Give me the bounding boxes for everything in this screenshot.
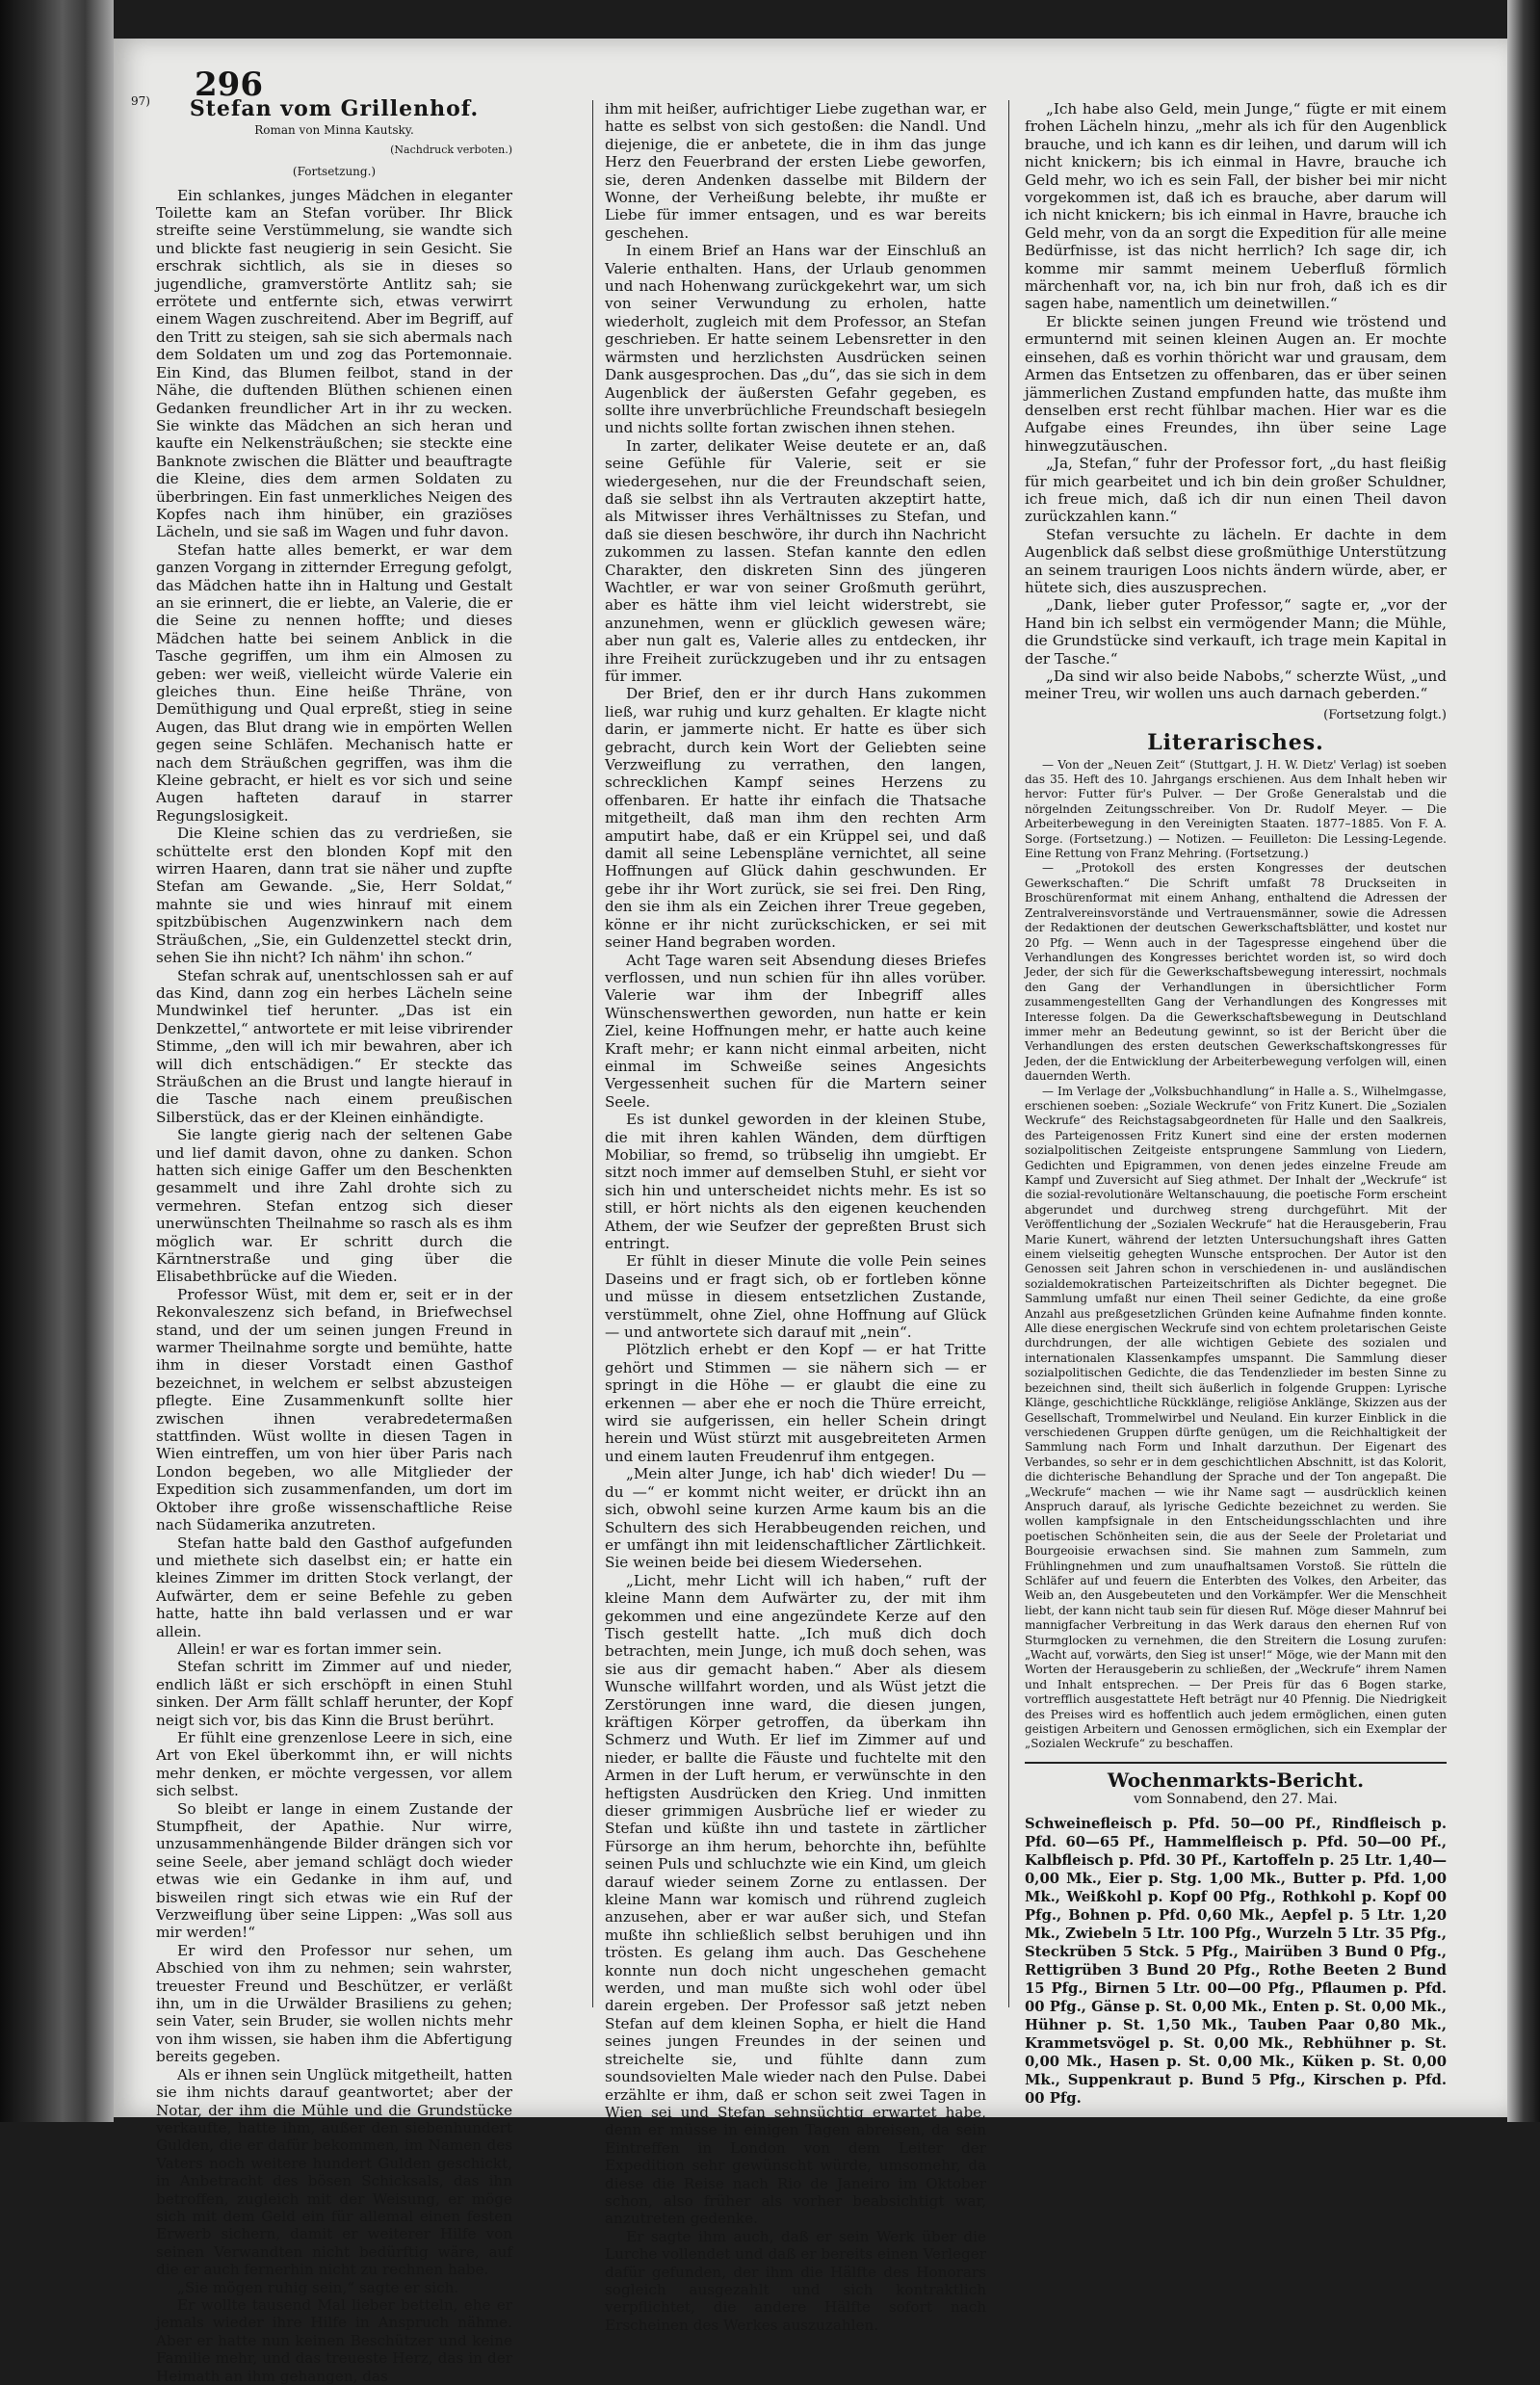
- market-price-list: Schweinefleisch p. Pfd. 50—00 Pf., Rindfleisch p. Pfd. 60—65 Pf., Hammelfleisch p. Pfd. 50—00 Pf., Kalbfleisch p. Pfd. 30 Pf., Kartoffeln p. 25 Ltr. 1,40—0,00 Mk., Eier p. Stg. 1,00 Mk., Butter p. Pfd. 1,00 Mk., Weißkohl p. Kopf 00 Pfg., Rothkohl p. Kopf 00 Pfg., Bohnen p. Pfd. 0,60 Mk., Aepfel p. 5 Ltr. 1,20 Mk., Zwiebeln 5 Ltr. 100 Pfg., Wurzeln 5 Ltr. 35 Pfg., Steckrüben 5 Stck. 5 Pfg., Mairüben 3 Bund 0 Pfg., Rettigrüben 3 Bund 20 Pfg., Rothe Beeten 2 Bund 15 Pfg., Birnen 5 Ltr. 00—00 Pfg., Pflaumen p. Pfd. 00 Pfg., Gänse p. St. 0,00 Mk., Enten p. St. 0,00 Mk., Hühner p. St. 1,50 Mk., Tauben Paar 0,80 Mk., Krammetsvögel p. St. 0,00 Mk., Rebhühner p. St. 0,00 Mk., Hasen p. St. 0,00 Mk., Küken p. St. 0,00 Mk., Suppenkraut p. Bund 5 Pfg., Kirschen p. Pfd. 00 Pfg.: [1025, 1815, 1447, 2107]
- column-rule: [592, 100, 593, 2007]
- literary-section: [1025, 758, 1447, 1752]
- paragraph: „Licht, mehr Licht will ich haben,“ ruft der kleine Mann dem Aufwärter zu, der mit ihm gekommen und eine angezündete Kerze auf den Tisch gestellt hatte. „Ich muß dich doch betrachten, mein Junge, ich muß doch sehen, was sie aus dir gemacht haben.“ Aber als diesem Wunsche willfahrt worden, und als Wüst jetzt die Zerstörungen inne ward, die diesen jungen, kräftigen Körper getroffen, da überkam ihn Schmerz und Wuth. Er lief im Zimmer auf und nieder, er ballte die Fäuste und fuchtelte mit den Armen in der Luft herum, er verwünschte in den heftigsten Ausdrücken den Krieg. Und inmitten dieser grimmigen Ausbrüche lief er wieder zu Stefan und küßte ihn und tastete in zärtlicher Fürsorge an ihm herum, behorchte ihn, befühlte seinen Puls und schluchzte wie ein Kind, um gleich darauf wieder seinem Zorne zu entlassen. Der kleine Mann war komisch und rührend zugleich anzusehen, aber er war außer sich, und Stefan mußte ihn schließlich selbst beruhigen und ihn trösten. Es gelang ihm auch. Das Geschehene konnte nun doch nicht ungeschehen gemacht werden, und man mußte sich wohl oder übel darein ergeben. Der Professor saß jetzt neben Stefan auf dem kleinen Sopha, er hielt die Hand seines jungen Freundes in der seinen und streichelte sie, und fühlte dann zum soundsovielten Male wieder nach den Pulse. Dabei erzählte er ihm, daß er schon seit zwei Tagen in Wien sei und Stefan sehnsüchtig erwartet habe, denn er müsse in einigen Tagen abreisen, da sein Eintreffen in London von dem Leiter der Expedition sehr gewünscht würde, umsomehr, da diese die Reise nach Rio de Janeiro im Oktober schon, also früher als vorher beabsichtigt war, anzutreten gedenke.: [605, 1571, 986, 2228]
- paragraph: Der Brief, den er ihr durch Hans zukommen ließ, war ruhig und kurz gehalten. Er klagte nicht darin, er jammerte nicht. Er hatte es über sich gebracht, durch kein Wort der Geliebten seine Verzweiflung zu verrathen, den langen, schrecklichen Kampf seines Herzens zu offenbaren. Er hatte ihr einfach die Thatsache mitgetheilt, daß man ihm den rechten Arm amputirt habe, daß er ein Krüppel sei, und daß damit all seine Lebenspläne vernichtet, all seine Hoffnungen auf Glück dahin geschwunden. Er gebe ihr ihr Wort zurück, sie sei frei. Den Ring, den sie ihm als ein Zeichen ihrer Treue gegeben, könne er ihr nicht zurückschicken, er sei mit seiner Hand begraben worden.: [605, 685, 986, 952]
- paragraph: „Mein alter Junge, ich hab' dich wieder! Du — du —“ er kommt nicht weiter, er drückt ihn an sich, obwohl seine kurzen Arme kaum bis an die Schultern des sich Herabbeugenden reichen, und er umfängt ihn mit leidenschaftlicher Zärtlichkeit. Sie weinen beide bei diesem Wiedersehen.: [605, 1465, 986, 1572]
- paragraph: Stefan schrak auf, unentschlossen sah er auf das Kind, dann zog ein herbes Lächeln seine Mundwinkel tief herunter. „Das ist ein Denkzettel,“ antwortete er mit leise vibrirender Stimme, „den will ich mir bewahren, aber ich will dich entschädigen.“ Er steckte das Sträußchen an die Brust und langte hierauf in die Tasche nach einem preußischen Silberstück, das er der Kleinen einhändigte.: [156, 966, 512, 1126]
- paragraph: Acht Tage waren seit Absendung dieses Briefes verflossen, und nun schien für ihn alles vorüber. Valerie war ihm der Inbegriff alles Wünschenswerthen geworden, nun hatte er kein Ziel, keine Hoffnungen mehr, er hatte auch keine Kraft mehr; er kann nicht einmal arbeiten, nicht einmal im Schweiße seines Angesichts Vergessenheit suchen für die Martern seiner Seele.: [605, 951, 986, 1111]
- paragraph: In zarter, delikater Weise deutete er an, daß seine Gefühle für Valerie, seit er sie wiedergesehen, nur die der Freundschaft seien, daß sie selbst ihn als Vertrauten akzeptirt hatte, als Mitwisser ihres Verhältnisses zu Stefan, und daß sie diesen beschwöre, ihr durch ihn Nachricht zukommen zu lassen. Stefan kannte den edlen Charakter, den diskreten Sinn des jüngeren Wachtler, er war von seiner Großmuth gerührt, aber es hätte ihm viel leicht widerstrebt, sie anzunehmen, wenn er glücklich gewesen wäre; aber nun galt es, Valerie alles zu entdecken, ihr ihre Freiheit zurückzugeben und ihr zu entsagen für immer.: [605, 436, 986, 685]
- column-2: [605, 100, 986, 2334]
- paragraph: ihm mit heißer, aufrichtiger Liebe zugethan war, er hatte es selbst von sich gestoßen: die Nandl. Und diejenige, die er anbetete, die in ihm das junge Herz den Feuerbrand der ersten Liebe geworfen, sie, deren Andenken dasselbe mit Bildern der Wonne, der Verheißung belebte, ihr mußte er Liebe für immer entsagen, und es war bereits geschehen.: [605, 100, 986, 242]
- market-report-title: Wochenmarkts-Bericht.: [1107, 1768, 1365, 1792]
- paragraph: Sie langte gierig nach der seltenen Gabe und lief damit davon, ohne zu danken. Schon hatten sich einige Gaffer um den Beschenkten gesammelt und ihre Zahl drohte sich zu vermehren. Stefan entzog sich dieser unerwünschten Theilnahme so rasch als es ihm möglich war. Er schritt durch die Kärntnerstraße und ging über die Elisabethbrücke auf die Wieden.: [156, 1126, 512, 1286]
- paragraph: Er fühlt in dieser Minute die volle Pein seines Daseins und er fragt sich, ob er fortleben könne und müsse in diesem entsetzlichen Zustande, verstümmelt, ohne Ziel, ohne Hoffnung auf Glück — und antwortete sich darauf mit „nein“.: [605, 1252, 986, 1342]
- rights-note: (Nachdruck verboten.): [390, 143, 512, 156]
- literary-notice: — Von der „Neuen Zeit“ (Stuttgart, J. H. W. Dietz' Verlag) ist soeben das 35. Heft des 10. Jahrgangs erschienen. Aus dem Inhalt heben wir hervor: Futter für's Pulver. — Der Große Generalstab und die nörgelnden Zeitungsschreiber. Von Dr. Rudolf Meyer. — Die Arbeiterbewegung in den Vereinigten Staaten. 1877–1885. Von F. A. Sorge. (Fortsetzung.) — Notizen. — Feuilleton: Die Lessing-Legende. Eine Rettung von Franz Mehring. (Fortsetzung.): [1025, 757, 1447, 861]
- column-rule: [1008, 100, 1009, 2007]
- novel-title: Stefan vom Grillenhof.: [189, 96, 480, 121]
- section-divider: [1025, 1762, 1447, 1764]
- book-binding-left: [0, 0, 114, 2122]
- literary-notice: — „Protokoll des ersten Kongresses der deutschen Gewerkschaften.“ Die Schrift umfaßt 78 Druckseiten in Broschürenformat mit einem Anhang, enthaltend die Adressen der Zentralvereinsvorstände und Vertrauensmänner, sowie die Adressen der Redaktionen der deutschen Gewerkschaftsblätter, und kostet nur 20 Pfg. — Wenn auch in der Tagespresse eingehend über die Verhandlungen des Kongresses berichtet worden ist, so wird doch Jeder, der sich für die Gewerkschaftsbewegung interessirt, nochmals den Gang der Verhandlungen in übersichtlicher Form zusammengestellten Gang der Verhandlungen des Kongresses mit Interesse folgen. Da die Gewerkschaftsbewegung in Deutschland immer mehr an Bedeutung gewinnt, so ist der Bericht über die Verhandlungen des ersten deutschen Gewerkschaftskongresses für Jeden, der die Entwicklung der Arbeiterbewegung verfolgen will, einen dauernden Werth.: [1025, 861, 1447, 1084]
- paragraph: Er sagte ihm auch, daß er sein Werk über die Lurche vollendet und daß er bereits einen Verleger dafür gefunden, der ihm die Hälfte des Honorars sogleich ausgezahlt und sich kontraktlich verpflichtet, die andere Hälfte sofort nach Erscheinen des Werkes auszuzahlen.: [605, 2227, 986, 2334]
- paragraph: „Ja, Stefan,“ fuhr der Professor fort, „du hast fleißig für mich gearbeitet und ich bin dein großer Schuldner, ich freue mich, daß ich dir nun einen Theil davon zurückzahlen kann.“: [1025, 455, 1447, 526]
- paragraph: Stefan schritt im Zimmer auf und nieder, endlich läßt er sich erschöpft in einen Stuhl sinken. Der Arm fällt schlaff herunter, der Kopf neigt sich vor, bis das Kinn die Brust berührt.: [156, 1658, 512, 1729]
- paragraph: Stefan versuchte zu lächeln. Er dachte in dem Augenblick daß selbst diese großmüthige Unterstützung an seinem traurigen Loos nichts ändern würde, aber, er hütete sich, dies auszusprechen.: [1025, 525, 1447, 596]
- column-1: [156, 96, 512, 2385]
- paragraph: „Dank, lieber guter Professor,“ sagte er, „vor der Hand bin ich selbst ein vermögender Mann; die Mühle, die Grundstücke sind verkauft, ich trage mein Kapital in der Tasche.“: [1025, 596, 1447, 668]
- novel-byline: Roman von Minna Kautsky.: [254, 123, 414, 138]
- paragraph: Stefan hatte alles bemerkt, er war dem ganzen Vorgang in zitternder Erregung gefolgt, das Mädchen hatte ihn in Haltung und Gestalt an sie erinnert, die er liebte, an Valerie, die er die Seine zu nennen hoffte; und dieses Mädchen hatte bei seinem Anblick in die Tasche gegriffen, um ihm ein Almosen zu geben: wer weiß, vielleicht würde Valerie ein gleiches thun. Eine heiße Thräne, von Demüthigung und Qual erpreßt, stieg in seine Augen, das Blut drang wie in empörten Wellen gegen seine Schläfen. Mechanisch hatte er nach dem Sträußchen gegriffen, was ihm die Kleine gebracht, er hielt es vor sich und seine Augen hafteten darauf in starrer Regungslosigkeit.: [156, 540, 512, 825]
- paragraph: Als er ihnen sein Unglück mitgetheilt, hatten sie ihm nichts darauf geantwortet; aber der Notar, der ihm die Mühle und die Grundstücke verkaufte, hatte ihm, außer den siebenhundert Gulden, die er dafür bekommen, im Namen des Vaters noch weitere hundert Gulden geschickt, in Anbetracht des bösen Schicksals, das ihn betroffen, zugleich mit der Weisung, er möge sich mit dem Geld ein für allemal einen festen Erwerb sichern, damit er weiterer Hilfe von seinen Verwandten nicht bedürftig wäre, auf die er auch fernerhin nicht zu rechnen habe.: [156, 2065, 512, 2279]
- paragraph: Plötzlich erhebt er den Kopf — er hat Tritte gehört und Stimmen — sie nähern sich — er springt in die Höhe — er glaubt die eine zu erkennen — aber ehe er noch die Thüre erreicht, wird sie aufgerissen, ein heller Schein dringt herein und Wüst stürzt mit ausgebreiteten Armen und einem lauten Freudenruf ihm entgegen.: [605, 1341, 986, 1465]
- side-number: 97): [131, 94, 150, 108]
- paragraph: So bleibt er lange in einem Zustande der Stumpfheit, der Apathie. Nur wirre, unzusammenhängende Bilder drängen sich vor seine Seele, aber jemand schlägt doch wieder etwas wie ein Gedanke in ihm auf, und bisweilen ringt sich etwas wie ein Ruf der Verzweiflung über seine Lippen: „Was soll aus mir werden!“: [156, 1799, 512, 1942]
- paragraph: Er wollte tausend Mal lieber betteln, ehe er jemals wieder ihre Hilfe in Anspruch nähme. Aber er hatte nun keinen Beschützer und keine Familie mehr, und das treueste Herz, das in der Heimath an ihm gehangen, das: [156, 2295, 512, 2385]
- literary-notice: — Im Verlage der „Volksbuchhandlung“ in Halle a. S., Wilhelmgasse, erschienen soeben: „Soziale Weckrufe“ von Fritz Kunert. Die „Sozialen Weckrufe“ des Reichstagsabgeordneten für Halle und den Saalkreis, des Parteigenossen Fritz Kunert sind eine der ersten modernen sozialpolitischen Zeitgeiste entsprungene Sammlung von Liedern, Gedichten und Epigrammen, von denen jedes einzelne Freude am Kampf und Zuversicht auf Sieg athmet. Der Inhalt der „Weckrufe“ ist die sozial-revolutionäre Weltanschauung, die poetische Form erscheint abgerundet und durchweg streng durchgeführt. Mit der Veröffentlichung der „Sozialen Weckrufe“ hat die Herausgeberin, Frau Marie Kunert, während der letzten Untersuchungshaft ihres Gatten einem vielseitig gehegten Wunsche entsprochen. Der Autor ist den Genossen seit Jahren schon in verschiedenen in- und ausländischen sozialdemokratischen Parteizeitschriften als Dichter begegnet. Die Sammlung umfaßt nur einen Theil seiner Gedichte, da eine große Anzahl aus preßgesetzlichen Gründen keine Aufnahme finden konnte. Alle diese energischen Weckrufe sind von echtem proletarischen Geiste durchdrungen, der alle wichtigen Gebiete des sozialen und internationalen Klassenkampfes umspannt. Die Sammlung dieser sozialpolitischen Gedichte, die das Tendenzlieder im besten Sinne zu bezeichnen sind, theilt sich äußerlich in folgende Gruppen: Lyrische Klänge, geschichtliche Rückklänge, religiöse Anklänge, Skizzen aus der Gesellschaft, Trommelwirbel und Neuland. Ein kurzer Einblick in die verschiedenen Gruppen dürfte genügen, um die Reichhaltigkeit der Sammlung nach Form und Inhalt darzuthun. Der Eigenart des Verbandes, so sehr er in dem geschichtlichen Abschnitt, ist das Kolorit, die dichterische Behandlung der Sprache und der Ton angepaßt. Die „Weckrufe“ machen — wie ihr Name sagt — ausdrücklich keinen Anspruch darauf, als lyrische Gedichte bezeichnet zu werden. Sie wollen kampfsignale in den Entscheidungsschlachten und ihre poetischen Schönheiten sein, die aus der Seele der Proletariat und Bourgeoisie erwachsen sind. Sie mahnen zum Sammeln, zum Frühlingnehmen und zum unaufhaltsamen Vorstoß. Sie rütteln die Schläfer auf und feuern die Enterbten des Volkes, den Arbeiter, das Weib an, den Ausgebeuteten und den Vorkämpfer. Wer die Menschheit liebt, der kann nicht taub sein für diesen Ruf. Möge dieser Mahnruf bei mannigfacher Verbreitung in das Werk daraus den ehernen Ruf von Sturmglocken zu vernehmen, die den Streitern die Losung zurufen: „Wacht auf, vorwärts, den Sieg ist unser!“ Möge, wie der Mann mit den Worten der Herausgeberin zu schließen, der „Weckrufe“ ihrem Namen und Inhalt entsprechen. — Der Preis für das 6 Bogen starke, vortrefflich ausgestattete Heft beträgt nur 40 Pfennig. Die Niedrigkeit des Preises wird es hoffentlich auch jedem ermöglichen, einen guten geistigen Arbeitern und Genossen ermöglichen, sich ein Exemplar der „Sozialen Weckrufe“ zu beschaffen.: [1025, 1084, 1447, 1751]
- paragraph: „Ich habe also Geld, mein Junge,“ fügte er mit einem frohen Lächeln hinzu, „mehr als ich für den Augenblick brauche, und ich kann es dir leihen, und darum will ich nicht knickern; bis ich einmal in Havre, brauche ich Geld mehr, wo ich es sein Fall, der bisher bei mir nicht vorgekommen ist, daß ich es brauche, aber darum will ich nicht knickern; bis ich einmal in Havre, brauche ich Geld mehr, von da an sorgt die Expedition für alle meine Bedürfnisse, ist das nicht herrlich? Ich sage dir, ich komme mir sammt meinem Ueberfluß förmlich märchenhaft vor, na, ich bin nur froh, daß ich es dir sagen habe, namentlich um deinetwillen.“: [1025, 100, 1447, 313]
- paragraph: Er fühlt eine grenzenlose Leere in sich, eine Art von Ekel überkommt ihn, er will nichts mehr denken, er möchte vergessen, vor allem sich selbst.: [156, 1728, 512, 1800]
- literary-section-title: Literarisches.: [1147, 730, 1324, 756]
- paragraph: Er wird den Professor nur sehen, um Abschied von ihm zu nehmen; sein wahrster, treuester Freund und Beschützer, er verläßt ihn, um in die Urwälder Brasiliens zu gehen; sein Vater, sein Bruder, sie wollen nichts mehr von ihm wissen, sie haben ihm die Abfertigung bereits gegeben.: [156, 1941, 512, 2066]
- newspaper-page: [114, 39, 1507, 2385]
- book-binding-right: [1507, 0, 1540, 2122]
- paragraph: Ein schlankes, junges Mädchen in eleganter Toilette kam an Stefan vorüber. Ihr Blick streifte seine Verstümmelung, sie wandte sich und blickte fast neugierig in sein Gesicht. Sie erschrak sichtlich, als sie in dieses so jugendliche, gramverstörte Antlitz sah; sie errötete und entfernte sich, etwas verwirrt einem Wagen zuschreitend. Aber im Begriff, auf den Tritt zu steigen, sah sie sich abermals nach dem Soldaten um und zog das Portemonnaie. Ein Kind, das Blumen feilbot, stand in der Nähe, die duftenden Blüthen schienen einen Gedanken freundlicher Art in ihr zu wecken. Sie winkte das Mädchen an sich heran und kaufte ein Nelkensträußchen; sie steckte eine Banknote zwischen die Blätter und beauftragte die Kleine, dies dem armen Soldaten zu überbringen. Ein fast unmerkliches Neigen des Kopfes nach ihm hinüber, ein graziöses Lächeln, und sie saß im Wagen und fuhr davon.: [156, 186, 512, 541]
- page-number: 296: [195, 66, 263, 104]
- market-report-date: vom Sonnabend, den 27. Mai.: [1134, 1792, 1338, 1808]
- paragraph: Professor Wüst, mit dem er, seit er in der Rekonvaleszenz sich befand, in Briefwechsel stand, und der um seinen jungen Freund in warmer Theilnahme sorgte und bemühte, hatte ihm in dieser Vorstadt einen Gasthof bezeichnet, in welchem er selbst abzusteigen pflegte. Eine Zusammenkunft sollte hier zwischen ihnen verabredetermaßen stattfinden. Wüst wollte in diesen Tagen in Wien eintreffen, um von hier über Paris nach London begeben, wo alle Mitglieder der Expedition sich zusammenfanden, um dort im Oktober ihre große wissenschaftliche Reise nach Südamerika anzutreten.: [156, 1285, 512, 1534]
- column-3: [1025, 100, 1447, 2108]
- paragraph: Stefan hatte bald den Gasthof aufgefunden und miethete sich daselbst ein; er hatte ein kleines Zimmer im dritten Stock verlangt, der Aufwärter, dem er seine Befehle zu geben hatte, hatte ihn bald verlassen und er war allein.: [156, 1533, 512, 1640]
- paragraph: Die Kleine schien das zu verdrießen, sie schüttelte erst den blonden Kopf mit den wirren Haaren, dann trat sie näher und zupfte Stefan am Gewande. „Sie, Herr Soldat,“ mahnte sie und wies hinrauf mit einem spitzbübischen Augenzwinkern nach dem Sträußchen, „Sie, ein Guldenzettel steckt drin, sehen Sie ihn nicht? Ich nähm' ihn schon.“: [156, 825, 512, 967]
- paragraph: In einem Brief an Hans war der Einschluß an Valerie enthalten. Hans, der Urlaub genommen und nach Hohenwang zurückgekehrt war, um sich von seiner Verwundung zu erholen, hatte wiederholt, zugleich mit dem Professor, an Stefan geschrieben. Er hatte seinem Lebensretter in den wärmsten und herzlichsten Ausdrücken seinen Dank ausgesprochen. Das „du“, das sie sich in dem Augenblick der äußersten Gefahr gegeben, es sollte ihre unverbrüchliche Freundschaft besiegeln und nichts sollte fortan zwischen ihnen stehen.: [605, 242, 986, 437]
- paragraph: Es ist dunkel geworden in der kleinen Stube, die mit ihren kahlen Wänden, dem dürftigen Mobiliar, so fremd, so trübselig ihn umgiebt. Er sitzt noch immer auf demselben Stuhl, er sieht vor sich hin und unterscheidet nichts mehr. Es ist so still, er hört nichts als den eigenen keuchenden Athem, der wie Seufzer der gepreßten Brust sich entringt.: [605, 1111, 986, 1252]
- paragraph: Er blickte seinen jungen Freund wie tröstend und ermunternd mit seinen kleinen Augen an. Er mochte einsehen, daß es vorhin thöricht war und grausam, dem Armen das Entsetzen zu offenbaren, das er über seinen jämmerlichen Zustand empfunden hatte, das mußte ihm denselben erst recht fühlbar machen. Hier war es die Aufgabe eines Freundes, ihn über seine Lage hinwegzutäuschen.: [1025, 312, 1447, 455]
- continuation-note: (Fortsetzung.): [292, 165, 377, 179]
- paragraph: „Da sind wir also beide Nabobs,“ scherzte Wüst, „und meiner Treu, wir wollen uns auch darnach geberden.“: [1025, 668, 1447, 703]
- paragraph: Allein! er war es fortan immer sein.: [177, 1639, 442, 1658]
- continuation-end-note: (Fortsetzung folgt.): [1323, 707, 1447, 722]
- paragraph: „Sie mögen ruhig sein,“ sagte er sich.: [177, 2278, 459, 2296]
